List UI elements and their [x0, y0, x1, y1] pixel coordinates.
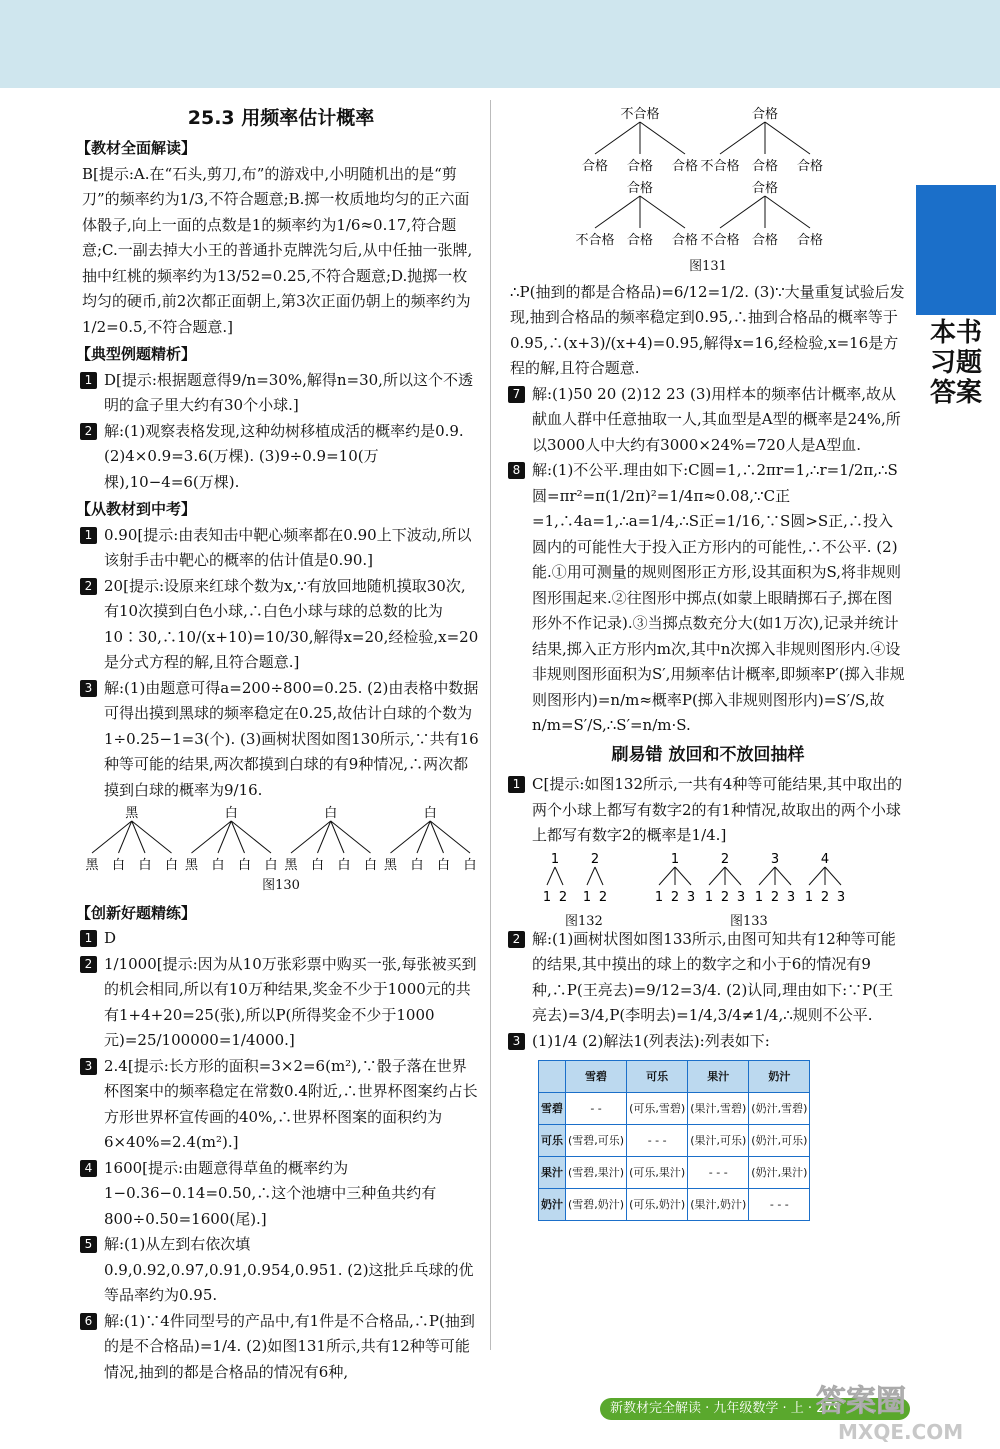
tree130-root: 白	[224, 806, 238, 821]
tree-branch	[765, 196, 810, 228]
question-number-badge: 3	[80, 1058, 97, 1075]
tree130-leaf: 白	[463, 858, 477, 873]
tree-branch	[595, 867, 603, 885]
tree130-leaf: 白	[111, 858, 126, 873]
tree130-leaf: 白	[164, 858, 179, 873]
tree133-leaf: 3	[836, 889, 846, 905]
svg-text:答案圈: 答案圈	[816, 1384, 906, 1419]
tree133-leaf: 1	[654, 889, 664, 905]
tree-diagram-131	[510, 104, 906, 254]
chapter-side-tab	[916, 185, 996, 315]
tree130-leaf: 白	[410, 858, 424, 873]
tree131-leaf: 不合格	[700, 233, 740, 248]
question-number-badge: 1	[80, 372, 97, 389]
left-column	[76, 104, 480, 1385]
column-divider	[490, 100, 491, 1350]
figure-captions-132-133	[510, 909, 906, 927]
table-header-cell: 果汁	[688, 1061, 749, 1093]
table-header-cell	[539, 1061, 566, 1093]
table-cell: (可乐,雪碧)	[627, 1093, 688, 1125]
tree-branch	[675, 867, 691, 885]
tree-branch	[587, 867, 595, 885]
table-cell: - - -	[749, 1189, 810, 1221]
innov-3: 3 2.4[提示:长方形的面积=3×2=6(m²),∵骰子落在世界杯图案中的频率稳定在常数0.4附近,∴世界杯图案约占长方形世界杯宣传画的40%,∴世界杯图案的面积约为6×40%=2.4(m²).]	[82, 1054, 480, 1156]
question-number-badge: 7	[508, 386, 525, 403]
row-header-cell: 可乐	[539, 1125, 566, 1157]
heading-innovation: 【创新好题精练】	[76, 903, 197, 922]
table-header-cell: 奶汁	[749, 1061, 810, 1093]
question-number-badge: 2	[508, 931, 525, 948]
tree130-root: 白	[423, 806, 437, 821]
figure-caption-130: 图130	[262, 878, 300, 893]
tree131-leaf: 合格	[671, 233, 699, 248]
table-cell: (雪碧,果汁)	[566, 1157, 627, 1189]
question-number-badge: 8	[508, 462, 525, 479]
tree-branch	[192, 821, 232, 853]
row-header-cell: 奶汁	[539, 1189, 566, 1221]
tree133-root: 1	[670, 851, 680, 867]
tree133-root: 4	[820, 851, 830, 867]
innov-1: 1 D	[82, 926, 480, 952]
tree132-leaf: 1	[542, 889, 552, 905]
table-row	[539, 1125, 810, 1157]
tree130-leaf: 白	[264, 858, 278, 873]
question-number-badge: 1	[80, 930, 97, 947]
tree133-root: 3	[770, 851, 780, 867]
tree-branch	[391, 821, 431, 853]
exam-3: 3 解:(1)由题意可得a=200÷800=0.25. (2)由表格中数据可得出摸到黑球的频率稳定在0.25,故估计白球的个数为1÷0.25−1=3(个). (3)画树状图如图130所示,∵共有16种等可能的结果,两次都摸到白球的有9种情况,∴两次都摸到白球的概率为9/16.	[82, 676, 480, 804]
tree131-leaf: 合格	[626, 233, 654, 248]
example-1: 1 D[提示:根据题意得9/n=30%,解得n=30,所以这个不透明的盒子里大约有30个小球.]	[82, 368, 480, 419]
table-cell: - - -	[627, 1125, 688, 1157]
tree131-leaf: 合格	[751, 159, 779, 174]
tree131-leaf: 不合格	[700, 159, 740, 174]
table-cell: (奶汁,雪碧)	[749, 1093, 810, 1125]
exam-1: 1 0.90[提示:由表知击中靶心频率都在0.90上下波动,所以该射手击中靶心的概率的估计值是0.90.]	[82, 523, 480, 574]
tree132-root: 1	[550, 851, 560, 867]
tree130-leaf: 黑	[284, 858, 298, 873]
innov-8: 8 解:(1)不公平.理由如下:C圆=1,∴2πr=1,∴r=1/2π,∴S圆=πr²=π(1/2π)²=1/4π≈0.08,∵C正=1,∴4a=1,∴a=1/4,∴S正=1/16,∵S圆>S正,∴投入圆内的可能性大于投入正方形内的可能性,∴不公平. (2)能.①用可测量的规则图形正方形,设其面积为S,将非规则图形围起来.②往图形中掷点(如蒙上眼睛掷石子,掷在图形外不作记录).③当掷点数充分大(如1万次),记录并统计结果,掷入正方形内m次,其中n次掷入非规则图形内.④设非规则图形面积为S′,用频率估计概率,即频率P′(掷入非规则图形内)=n/m≈概率P(掷入非规则图形内)=S′/S,故n/m=S′/S,∴S′=n/m·S.	[510, 458, 906, 739]
tree133-leaf: 1	[804, 889, 814, 905]
question-number-badge: 2	[80, 956, 97, 973]
tree-branch	[659, 867, 675, 885]
tree-branch	[720, 122, 765, 154]
table-row	[539, 1157, 810, 1189]
tree-branch	[231, 821, 271, 853]
table-cell: (可乐,果汁)	[627, 1157, 688, 1189]
heading-textbook: 【教材全面解读】	[76, 139, 197, 157]
question-number-badge: 3	[80, 680, 97, 697]
tree-branch	[825, 867, 841, 885]
svg-text:MXQE.COM: MXQE.COM	[838, 1420, 964, 1444]
footer-banner: 新教材完全解读 · 九年级数学 · 上 · 279	[600, 1398, 910, 1420]
side-label: 本书习题答案	[929, 318, 982, 408]
tree131-leaf: 不合格	[575, 233, 615, 248]
tree-branch	[640, 196, 685, 228]
tree131-leaf: 合格	[581, 159, 609, 174]
table-cell: (果汁,雪碧)	[688, 1093, 749, 1125]
tree-branch	[555, 867, 563, 885]
figure-caption-133: 图133	[730, 913, 768, 929]
figure-caption-131: 图131	[689, 259, 727, 274]
question-number-badge: 4	[80, 1160, 97, 1177]
tree130-leaf: 白	[310, 858, 325, 873]
exam-2: 2 20[提示:设原来红球个数为x,∵有放回地随机摸取30次,有10次摸到白色小球,∴白色小球与球的总数的比为10∶30,∴10/(x+10)=10/30,解得x=20,经检验,x=20是分式方程的解,且符合题意.]	[82, 574, 480, 676]
error-2: 2 解:(1)画树状图如图133所示,由图可知共有12种等可能的结果,其中摸出的球上的数字之和小于6的情况有9种,∴P(王亮去)=9/12=3/4. (2)认同,理由如下:∵P(王亮去)=3/4,P(李明去)=1/4,3/4≠1/4,∴规则不公平.	[510, 927, 906, 1029]
tree-branch	[595, 196, 640, 228]
tree130-leaf: 白	[363, 858, 378, 873]
answer-6-cont: ∴P(抽到的都是合格品)=6/12=1/2. (3)∵大量重复试验后发现,抽到合格品的频率稳定到0.95,∴抽到合格品的概率等于0.95,∴(x+3)/(x+4)=0.95,解得x=16,经检验,x=16是方程的解,且符合题意.	[510, 282, 905, 377]
table-cell: (雪碧,奶汁)	[566, 1189, 627, 1221]
table-cell: (果汁,奶汁)	[688, 1189, 749, 1221]
example-2: 2 解:(1)观察表格发现,这种幼树移植成活的概率约是0.9. (2)4×0.9=3.6(万棵). (3)9÷0.9=10(万棵),10−4=6(万棵).	[82, 419, 480, 496]
question-number-badge: 2	[80, 578, 97, 595]
tree133-leaf: 3	[736, 889, 746, 905]
innov-5: 5 解:(1)从左到右依次填0.9,0.92,0.97,0.91,0.954,0.951. (2)这批乒乓球的优等品率约为0.95.	[82, 1232, 480, 1309]
tree133-leaf: 2	[820, 889, 830, 905]
tree-branch	[430, 821, 470, 853]
watermark-logo	[808, 1375, 993, 1445]
tree-branch	[640, 122, 685, 154]
outcome-table	[538, 1060, 810, 1221]
tree-diagram-130	[82, 803, 480, 873]
tree132-root: 2	[590, 851, 600, 867]
tree133-leaf: 3	[786, 889, 796, 905]
tree133-leaf: 3	[686, 889, 696, 905]
tree131-root: 合格	[751, 107, 779, 122]
question-number-badge: 1	[508, 776, 525, 793]
tree131-leaf: 合格	[626, 159, 654, 174]
tree-branch	[132, 821, 172, 853]
right-column	[510, 104, 906, 1221]
innov-2: 2 1/1000[提示:因为从10万张彩票中购买一张,每张被买到的机会相同,所以有10万种结果,奖金不少于1000元的共有1+4+20=25(张),所以P(所得奖金不少于1000元)=25/100000=1/4000.]	[82, 952, 480, 1054]
tree133-leaf: 1	[754, 889, 764, 905]
innov-6: 6 解:(1)∵4件同型号的产品中,有1件是不合格品,∴P(抽到的是不合格品)=1/4. (2)如图131所示,共有12种等可能情况,抽到的都是合格品的情况有6种,	[82, 1309, 480, 1386]
answer-textbook: B[提示:A.在“石头,剪刀,布”的游戏中,小明随机出的是“剪刀”的频率约为1/3,不符合题意;B.掷一枚质地均匀的正六面体骰子,向上一面的点数是1的频率约为1/6≈0.17,符合题意;C.一副去掉大小王的普通扑克牌洗匀后,从中任抽一张牌,抽中红桃的频率约为13/52=0.25,不符合题意;D.抛掷一枚均匀的硬币,前2次都正面朝上,第3次正面仍朝上的频率约为1/2=0.5,不符合题意.]	[82, 164, 473, 336]
tree131-root: 合格	[626, 181, 654, 196]
tree132-leaf: 2	[598, 889, 608, 905]
tree-branch	[765, 122, 810, 154]
heading-examples: 【典型例题精析】	[76, 345, 197, 363]
tree131-root: 合格	[751, 181, 779, 196]
section-title: 25.3 用频率估计概率	[187, 107, 375, 129]
table-header-cell: 雪碧	[566, 1061, 627, 1093]
row-header-cell: 果汁	[539, 1157, 566, 1189]
tree-branch	[547, 867, 555, 885]
tree133-leaf: 2	[770, 889, 780, 905]
table-cell: (可乐,奶汁)	[627, 1189, 688, 1221]
tree130-leaf: 黑	[383, 858, 398, 873]
tree-branch	[92, 821, 132, 853]
tree-branch	[759, 867, 775, 885]
tree130-root: 白	[324, 806, 338, 821]
heading-exam: 【从教材到中考】	[76, 500, 197, 518]
tree131-leaf: 合格	[751, 233, 779, 248]
table-cell: (雪碧,可乐)	[566, 1125, 627, 1157]
tree131-leaf: 合格	[796, 233, 824, 248]
table-cell: - - -	[688, 1157, 749, 1189]
tree130-leaf: 白	[211, 858, 225, 873]
error-section-title: 刷易错 放回和不放回抽样	[611, 744, 805, 765]
row-header-cell: 雪碧	[539, 1093, 566, 1125]
table-row	[539, 1189, 810, 1221]
tree131-leaf: 合格	[671, 159, 699, 174]
tree131-root: 不合格	[620, 107, 660, 122]
error-3: 3 (1)1/4 (2)解法1(列表法):列表如下:	[510, 1029, 906, 1055]
table-row	[539, 1093, 810, 1125]
tree130-leaf: 白	[337, 858, 351, 873]
tree-diagram-132-133	[510, 849, 906, 909]
innov-4: 4 1600[提示:由题意得草鱼的概率约为1−0.36−0.14=0.50,∴这个池塘中三种鱼共约有800÷0.50=1600(尾).]	[82, 1156, 480, 1233]
table-cell: (果汁,可乐)	[688, 1125, 749, 1157]
top-margin-band	[0, 0, 1000, 88]
question-number-badge: 5	[80, 1236, 97, 1253]
tree-branch	[725, 867, 741, 885]
innov-7: 7 解:(1)50 20 (2)12 23 (3)用样本的频率估计概率,故从献血人群中任意抽取一人,其血型是A型的概率是24%,所以3000人中大约有3000×24%=720人是A型血.	[510, 382, 906, 459]
tree130-leaf: 黑	[85, 858, 99, 873]
table-cell: - -	[566, 1093, 627, 1125]
question-number-badge: 3	[508, 1033, 525, 1050]
table-cell: (奶汁,果汁)	[749, 1157, 810, 1189]
tree-branch	[595, 122, 640, 154]
tree130-leaf: 白	[138, 858, 152, 873]
tree-branch	[291, 821, 331, 853]
tree-branch	[775, 867, 791, 885]
tree133-leaf: 2	[670, 889, 680, 905]
tree130-leaf: 黑	[184, 858, 199, 873]
question-number-badge: 1	[80, 527, 97, 544]
tree133-leaf: 1	[704, 889, 714, 905]
tree133-root: 2	[720, 851, 730, 867]
question-number-badge: 2	[80, 423, 97, 440]
tree-branch	[720, 196, 765, 228]
tree130-root: 黑	[125, 806, 139, 821]
tree130-leaf: 白	[237, 858, 252, 873]
tree130-leaf: 白	[436, 858, 451, 873]
figure-caption-132: 图132	[565, 913, 603, 929]
tree132-leaf: 1	[582, 889, 592, 905]
table-cell: (奶汁,可乐)	[749, 1125, 810, 1157]
tree132-leaf: 2	[558, 889, 568, 905]
tree-branch	[331, 821, 371, 853]
tree133-leaf: 2	[720, 889, 730, 905]
tree131-leaf: 合格	[796, 159, 824, 174]
tree-branch	[709, 867, 725, 885]
table-header-cell: 可乐	[627, 1061, 688, 1093]
tree-branch	[809, 867, 825, 885]
error-1: 1 C[提示:如图132所示,一共有4种等可能结果,其中取出的两个小球上都写有数字2的有1种情况,故取出的两个小球上都写有数字2的概率是1/4.]	[510, 772, 906, 849]
question-number-badge: 6	[80, 1313, 97, 1330]
